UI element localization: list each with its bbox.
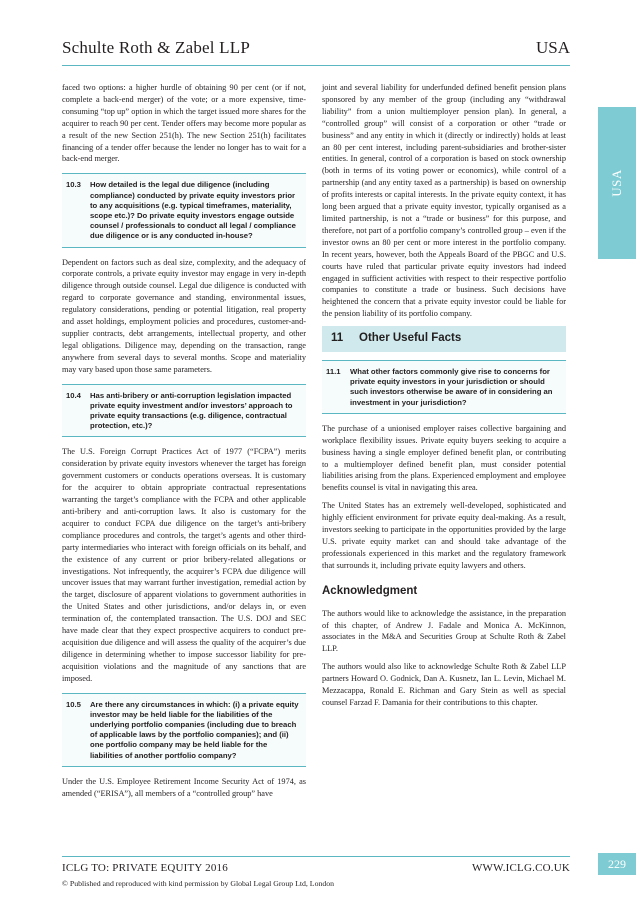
footer-copyright: © Published and reproduced with kind permission by Global Legal Group Ltd, London: [62, 879, 335, 888]
header-divider: [62, 65, 570, 66]
question-text: Has anti-bribery or anti-corruption legislation impacted private equity investment and/or investors’ approach to private equity transactions (e.g. diligence, contractual protection, etc.)?: [90, 390, 293, 431]
side-country-tab: [598, 107, 636, 259]
header-firm-name: Schulte Roth & Zabel LLP: [62, 38, 250, 57]
question-number: 10.5: [66, 699, 81, 709]
question-10-4: [62, 384, 306, 438]
header-country: USA: [535, 38, 570, 57]
question-number: 11.1: [326, 367, 341, 377]
question-text: What other factors commonly give rise to concerns for private equity investors in your jurisdiction or should such investors otherwise be aware of in considering an investment in your jurisdiction?: [350, 367, 553, 407]
paragraph: joint and several liability for underfunded defined benefit pension plans sponsored by any member of the group (including any “withdrawal liability” from a union multiemployer pension plan). In general, a “controlled group” will consist of a corporation or other “trade or business” and any entity in which it (directly or indirectly) holds at least an 80 per cent interest, including parent-subsidiaries and brother-sister entities. In general, control of a corporation is based on stock ownership (both in terms of its voting power or economics), while control of a partnership (and any entity taxed as a partnership) is based on ownership of profits interests or capital interests. In the private equity context, it has long been argued that a private equity investor, typically organised as a limited partnership, is not a “trade or business” for this purpose, and therefore, not part of a portfolio company’s controlled group – even if the investor owns an 80 per cent or more interest in the portfolio company. In recent years, however, both the Appeals Board of the PBGC and U.S. courts have ruled that particular private equity investors had indeed engaged in sufficient activities with respect to their respective portfolio companies to constitute a trade or business. Such decisions have heightened the concern that a private equity investor could be liable for the pension liability of its portfolio company.: [322, 83, 566, 319]
footer-divider: [62, 856, 570, 857]
paragraph: The purchase of a unionised employer raises collective bargaining and workplace flexibility issues. Private equity buyers seeking to acquire a business having a single employer defined benefit plan, or contributing to a multiemployer defined benefit plan, must consider potential liabilities arising from the plans. Experienced employment and employee benefits counsel is vital in navigating this area.: [322, 423, 566, 493]
question-10-5: [62, 693, 306, 767]
footer-website: WWW.ICLG.CO.UK: [471, 862, 570, 874]
right-column: [322, 82, 566, 715]
paragraph: Dependent on factors such as deal size, complexity, and the adequacy of corporate controls, a private equity investor may engage in very in-depth diligence through outside counsel. Legal due diligence is conducted with regard to corporate governance and standing, environmental issues, regulatory considerations, pending or potential litigation, real property and asset holdings, employment policies and procedures, customer-and-supplier contracts, debt arrangements, intellectual property, and other legal obligations. Diligence may, depending on the transaction, range anywhere from several days to several months. Scope and materiality may vary based upon those same parameters.: [62, 257, 306, 374]
question-text: How detailed is the legal due diligence (including compliance) conducted by private equity investors prior to any acquisitions (e.g. typical timeframes, materiality, scope etc.)? Do private equity investors engage outside counsel / professionals to conduct all legal / compliance due diligence or is any conducted in-house?: [90, 180, 296, 241]
page-number: 229: [598, 853, 636, 875]
footer-publication: ICLG TO: PRIVATE EQUITY 2016: [62, 862, 228, 874]
paragraph: Under the U.S. Employee Retirement Income Security Act of 1974, as amended (“ERISA”), all members of a “controlled group” have: [62, 776, 306, 798]
paragraph: The authors would also like to acknowledge Schulte Roth & Zabel LLP partners Howard O. Godnick, Dan A. Kusnetz, Ian L. Levin, Michael M. Mezzacappa, Ronald E. Richman and Gary Stein as well as special counsel Farzad F. Damania for their contributions to this chapter.: [322, 662, 566, 707]
paragraph: The United States has an extremely well-developed, sophisticated and highly efficient environment for private equity deal-making. As a result, investors seeking to participate in the opportunities provided by the large U.S. private equity market can and should take advantage of the professionals experienced in this market and the regulatory framework that surrounds it, including private equity lawyers and others.: [322, 501, 566, 570]
paragraph: The U.S. Foreign Corrupt Practices Act of 1977 (“FCPA”) merits consideration by private equity investors whenever the target has foreign government customers or conducts operations overseas. It is customary for the acquirer to obtain appropriate contractual representations warranting the target’s compliance with the FCPA and other applicable anti-bribery and anti-corruption laws. It also is customary for the acquirer to conduct FCPA due diligence on the target’s anti-bribery compliance procedures and controls, the target’s agents and other third-party intermediaries who interact with foreign officials on its behalf, and the existence of any current or prior bribery-related allegations or investigations. Not infrequently, the acquirer’s FCPA due diligence will uncover issues that may warrant further investigation, remedial action by the target, disclosure of apparent violations to government authorities in the United States and other jurisdictions, and/or delays in, or even termination of, the contemplated transaction. The U.S. DOJ and SEC have made clear that they expect prospective acquirers to conduct pre-acquisition due diligence and will assess the quality of the acquirer’s due diligence in determining whether to impose successor liability for pre-acquisition violations and the magnitude of any sanctions that are imposed.: [62, 447, 306, 683]
paragraph: faced two options: a higher hurdle of obtaining 90 per cent (or if not, complete a back-end merger) of the vote; or a more expensive, time-consuming “top up” option in which the target issued more shares for the acquirer to reach 90 per cent. Tender offers may become more popular as a result of the new Section 251(h). The new Section 251(h) facilitates financing of a tender offer because the lender no longer has to wait for a back-end merger.: [62, 83, 306, 164]
acknowledgment-heading: Acknowledgment: [322, 584, 418, 597]
question-10-3: [62, 173, 306, 247]
question-11-1: [322, 360, 566, 414]
paragraph: The authors would like to acknowledge the assistance, in the preparation of this chapter, of Andrew J. Fadale and Monica A. McKinnon, associates in the M&A and Securities Group at Schulte Roth & Zabel LLP.: [322, 608, 566, 654]
side-tab-label: USA: [609, 169, 624, 197]
section-heading-11: [322, 326, 566, 352]
left-column: [62, 82, 306, 806]
question-number: 10.4: [66, 390, 81, 400]
section-number: 11: [331, 332, 344, 345]
question-number: 10.3: [66, 180, 81, 190]
question-text: Are there any circumstances in which: (i) a private equity investor may be held liable for the liabilities of the underlying portfolio companies (including due to breach of applicable laws by the portfolio companies); and (ii) one portfolio company may be held liable for the liabilities of another portfolio company?: [90, 699, 299, 760]
section-title: Other Useful Facts: [359, 332, 462, 345]
